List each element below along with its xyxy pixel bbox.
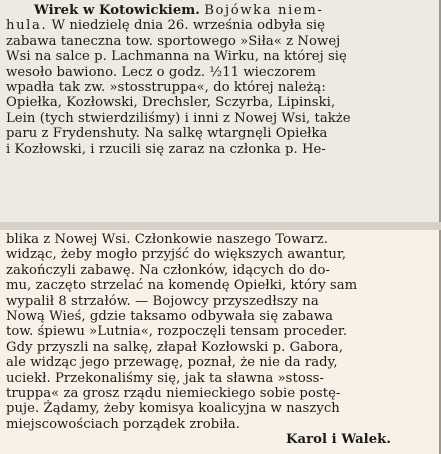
headline-spaced-cont: hula.: [6, 18, 48, 34]
text-line: miejscowościach porządek zrobiła.: [6, 416, 240, 432]
headline-line: [6, 3, 425, 18]
text-line: mu, zaczęto strzelać na komendę Opiełki, który sam: [6, 278, 358, 294]
text-line: Lein (tych stwierdziliśmy) i inni z Nowej Wsi, także: [6, 110, 351, 126]
text-line: Wsi na salce p. Lachmanna na Wirku, na której się: [6, 49, 347, 65]
text-line: wesoło bawiono. Lecz o godz. ½11 wieczorem: [6, 64, 316, 80]
text-line: wypalił 8 strzałów. — Bojowcy przyszedłszy na: [6, 293, 319, 309]
headline-spaced: Bojówka niem-: [204, 3, 324, 18]
text-line-rest: W niedzielę dnia 26. września odbyła się: [47, 18, 326, 34]
text-line: uciekł. Przekonaliśmy się, jak ta sławna »stoss-: [6, 370, 324, 386]
text-line: i Kozłowski, i rzucili się zaraz na członka p. He-: [6, 141, 326, 157]
text-line: wpadła tak zw. »stosstruppa«, do której należą:: [6, 79, 326, 95]
clipping-divider: [0, 222, 441, 230]
top-clipping: [0, 0, 441, 222]
text-line: paru z Frydenshuty. Na salkę wtargnęli Opiełka: [6, 126, 328, 142]
bottom-clipping: [0, 230, 441, 454]
text-line: Opiełka, Kozłowski, Drechsler, Sczyrba, Lipinski,: [6, 95, 336, 111]
text-line: zabawa taneczna tow. sportowego »Siła« z Nowej: [6, 33, 341, 49]
signature: Karol i Walek.: [286, 432, 391, 448]
headline-place: Wirek w Kotowickiem.: [34, 3, 200, 18]
text-line: Nową Wieś, gdzie taksamo odbywała się zabawa: [6, 308, 333, 324]
text-line: truppa« za grosz rządu niemieckiego sobie postę-: [6, 385, 341, 401]
text-line: [6, 18, 425, 33]
text-line: tow. śpiewu »Lutnia«, rozpoczęli tensam proceder.: [6, 324, 348, 340]
text-line: zakończyli zabawę. Na członków, idących do do-: [6, 262, 331, 278]
text-line: ale widząc jego przewagę, poznał, że nie da rady,: [6, 355, 338, 371]
text-line: Gdy przyszli na salkę, złapał Kozłowski p. Gabora,: [6, 339, 344, 355]
text-line: widząc, żeby mogło przyjść do większych awantur,: [6, 247, 347, 263]
text-line: puje. Żądamy, żeby komisya koalicyjna w naszych: [6, 401, 340, 417]
text-line: blika z Nowej Wsi. Członkowie naszego Towarz.: [6, 232, 329, 247]
